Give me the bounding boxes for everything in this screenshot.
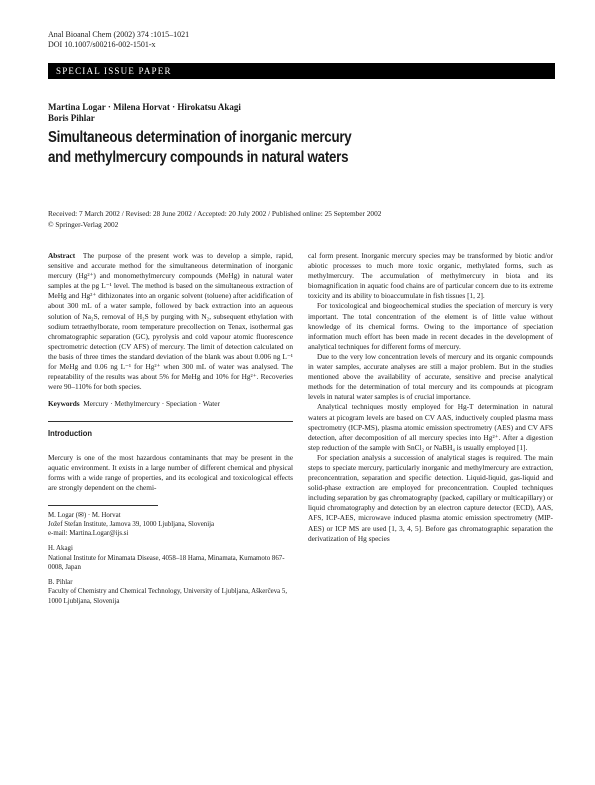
body-paragraph: For speciation analysis a succession of analytical stages is required. The main steps to speciate mercury, particularly inorganic and methylmercury are extraction, preconcentration, separation and specific detection. Liquid-liquid, gas-liquid and solid-phase extraction are employed for preconcentration. Coupled techniques including separation by gas chromatography (packed, capillary or multicapillary) or liquid chromatography and detection by an electron capture detector (ECD), AAS, AFS, ICP-AES, microwave induced plasma atomic emission spectrometry (MIP-AES) or ICP MS are used [1, 3, 4, 5]. Before gas chromatographic separation the derivatization of Hg species xyxy=(308,452,553,543)
affiliation-address: National Institute for Minamata Disease, 4058–18 Hama, Minamata, Kumamoto 867-0008, Japan xyxy=(48,554,285,571)
affiliation-1 xyxy=(48,511,293,539)
abstract xyxy=(48,251,293,392)
issue-label: SPECIAL ISSUE PAPER xyxy=(56,66,172,76)
right-column xyxy=(308,251,553,544)
affiliations xyxy=(48,511,293,606)
copyright-notice: © Springer-Verlag 2002 xyxy=(48,220,119,229)
body-paragraph: Analytical techniques mostly employed for Hg-T determination in natural waters at picogram levels are based on CV AAS, inductively coupled plasma mass spectrometry (ICP-MS), plasma atomic emission spectrometry (AES) and CV AFS detection, after decomposition of all mercury species into Hg²⁺. After a digestion step reduction of the sample with SnCl₂ or NaBH₄ is usually employed [1]. xyxy=(308,402,553,452)
keywords-text: Mercury · Methylmercury · Speciation · Water xyxy=(83,399,220,409)
affiliation-email: e-mail: Martina.Logar@ijs.si xyxy=(48,530,129,538)
author-list xyxy=(48,102,348,124)
affiliation-address: Jožef Stefan Institute, Jamova 39, 1000 Ljubljana, Slovenija xyxy=(48,521,215,529)
affiliation-2 xyxy=(48,544,293,572)
keywords-label: Keywords xyxy=(48,399,80,409)
abstract-label: Abstract xyxy=(48,251,76,260)
affiliation-3 xyxy=(48,578,293,606)
journal-doi: DOI 10.1007/s00216-002-1501-x xyxy=(48,40,156,49)
journal-citation: Anal Bioanal Chem (2002) 374 :1015–1021 xyxy=(48,30,190,39)
left-column xyxy=(48,251,293,606)
article-title xyxy=(48,128,478,168)
keywords xyxy=(48,399,293,409)
body-paragraph: For toxicological and biogeochemical studies the speciation of mercury is very important. The total concentration of the element is of little value without knowledge of its chemical forms. Owing to the importance of speciation information much effort has been made in recent decades in the development of analytical techniques for different forms of mercury. xyxy=(308,301,553,351)
affiliation-names: B. Pihlar xyxy=(48,579,73,587)
introduction-text-left: Mercury is one of the most hazardous contaminants that may be present in the aquatic environment. It exists in a large number of different chemical and physical forms with a wide range of properties, and its ecological and toxicological effects are strongly dependent on the chemi- xyxy=(48,452,293,492)
title-line-2: and methylmercury compounds in natural waters xyxy=(48,149,349,166)
article-dates xyxy=(48,208,568,230)
authors-line-2: Boris Pihlar xyxy=(48,113,95,123)
abstract-text: The purpose of the present work was to develop a simple, rapid, sensitive and accurate method for the simultaneous determination of inorganic mercury (Hg²⁺) and monomethylmercury compounds (MeHg) in natural water samples at the pg L⁻¹ level. The method is based on the simultaneous extraction of MeHg and Hg²⁺ dithizonates into an organic solvent (toluene) after acidification of about 300 mL of a water sample, followed by back extraction into an aqueous solution of Na₂S, removal of H₂S by purging with N₂, subsequent ethylation with sodium tetraethylborate, room temperature precollection on Tenax, isothermal gas chromatographic separation (GC), pyrolysis and cold vapour atomic fluorescence spectrometric detection (CV AFS) of mercury. The limit of detection calculated on the basis of three times the standard deviation of the blank was about 0.006 ng L⁻¹ for MeHg and 0.06 ng L⁻¹ for Hg²⁺ when 300 mL of water was analysed. The repeatability of the results was about 5% for MeHg and 10% for Hg²⁺. Recoveries were 90–110% for both species. xyxy=(48,251,293,392)
publication-history: Received: 7 March 2002 / Revised: 28 June 2002 / Accepted: 20 July 2002 / Published online: 25 September 2002 xyxy=(48,209,382,218)
intro-divider xyxy=(48,421,293,422)
title-line-1: Simultaneous determination of inorganic mercury xyxy=(48,129,352,146)
affiliation-names: H. Akagi xyxy=(48,545,73,553)
affiliation-address: Faculty of Chemistry and Chemical Technology, University of Ljubljana, Aškerčeva 5, 1000 Ljubljana, Slovenija xyxy=(48,588,288,605)
issue-banner xyxy=(48,63,555,79)
body-paragraph: cal form present. Inorganic mercury species may be transformed by biotic and/or abiotic processes to much more toxic organic, methylated forms, such as methylmercury. The accumulation of methylmercury in biota and its biomagnification in aquatic food chains are of particular concern due to its extreme toxicity and its ability to bioaccumulate in fish tissues [1, 2]. xyxy=(308,251,553,301)
authors-line-1: Martina Logar · Milena Horvat · Hirokatsu Akagi xyxy=(48,102,241,112)
journal-reference xyxy=(48,30,189,50)
abstract-paragraph xyxy=(48,251,293,392)
affiliation-divider xyxy=(48,505,158,506)
body-paragraph: Due to the very low concentration levels of mercury and its organic compounds in water samples, accurate analyses are still a major problem. But in the studies mentioned above the availability of accurate, sensitive and precise analytical methods for the determination of total mercury and its compounds at picogram levels in natural water samples is of crucial importance. xyxy=(308,351,553,402)
introduction-heading: Introduction xyxy=(48,428,92,439)
affiliation-names: M. Logar (✉) · M. Horvat xyxy=(48,511,121,519)
